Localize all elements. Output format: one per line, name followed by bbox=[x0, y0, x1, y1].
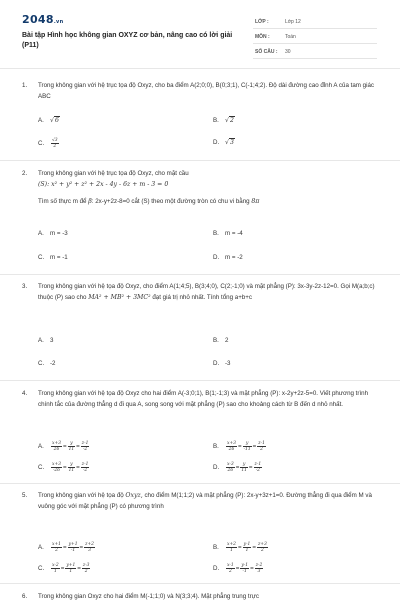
option-letter: A. bbox=[38, 117, 44, 124]
fraction: $\frac{z-1}{-2}$ bbox=[81, 441, 89, 452]
question-text: Trong không gian với hệ tọa độ Oxyz, cho điểm M(1;1;2) và mặt phẳng (P): 2x-y+3z+1=0. Đường thẳng đi qua điểm M và vuông góc với mặt phẳng (P) có phương trình bbox=[38, 492, 372, 510]
divider bbox=[0, 380, 400, 381]
option-d[interactable] bbox=[213, 139, 235, 146]
question-6 bbox=[0, 591, 400, 600]
fraction: $\frac{√3}{2}$ bbox=[52, 138, 58, 149]
option-letter: A. bbox=[38, 230, 44, 237]
logo-text: 2048 bbox=[22, 13, 54, 26]
option-letter: B. bbox=[213, 230, 219, 237]
meta-label: MÔN : bbox=[255, 34, 270, 40]
option-letter: D. bbox=[213, 464, 220, 472]
fraction: $\frac{x-2}{1}$ bbox=[52, 563, 59, 574]
option-letter: B. bbox=[213, 544, 219, 552]
option-letter: C. bbox=[38, 565, 45, 573]
question-number: 3. bbox=[22, 283, 28, 290]
fraction: $\frac{z+3}{2}$ bbox=[257, 542, 267, 553]
option-letter: C. bbox=[38, 140, 45, 148]
divider bbox=[0, 483, 400, 484]
logo-suffix: .vn bbox=[53, 19, 64, 25]
question-condition: Tìm số thực m để β: 2x-y+2z-8=0 cắt (S) theo một đường tròn có chu vi bằng 8π bbox=[38, 198, 260, 205]
option-a[interactable]: A. m = -3 bbox=[38, 230, 68, 237]
fraction: $\frac{z-1}{2}$ bbox=[258, 441, 265, 452]
question-number: 4. bbox=[22, 390, 28, 397]
question-number: 5. bbox=[22, 492, 28, 499]
fraction: $\frac{x+2}{1}$ bbox=[227, 542, 236, 553]
fraction: $\frac{y}{11}$ bbox=[68, 441, 75, 452]
question-text bbox=[38, 168, 378, 207]
option-letter: D. bbox=[213, 139, 220, 146]
fraction: $\frac{x+3}{-26}$ bbox=[52, 462, 61, 473]
fraction: $\frac{z-2}{3}$ bbox=[255, 563, 263, 574]
option-b[interactable]: B. $\frac{x+3}{26}$ = $\frac{y}{-11}$ = $\frac{z-1}{2}$ bbox=[213, 441, 265, 452]
fraction: $\frac{y-1}{1}$ bbox=[243, 542, 251, 553]
meta-row-count bbox=[253, 45, 377, 59]
meta-row-subject bbox=[253, 30, 377, 44]
question-text: Trong không gian với hệ trục tọa độ Oxyz, cho ba điểm A(2;0;0), B(0;3;1), C(-1;4;2). Độ dài đường cao đỉnh A của tam giác ABC bbox=[38, 82, 375, 100]
option-a[interactable]: A. 3 bbox=[38, 337, 54, 344]
option-d[interactable]: D. $\frac{x-1}{2}$ = $\frac{y-1}{-1}$ = $\frac{z-2}{3}$ bbox=[213, 563, 263, 574]
option-letter: B. bbox=[213, 443, 219, 451]
question-intro: Trong không gian với hệ trục tọa độ Oxyz, cho mặt cầu bbox=[38, 170, 189, 177]
divider bbox=[0, 68, 400, 69]
option-d[interactable]: D. -3 bbox=[213, 360, 231, 367]
option-b[interactable]: B. 2 bbox=[213, 337, 229, 344]
meta-label: LỚP : bbox=[255, 19, 269, 25]
option-b[interactable]: B. $\frac{x+2}{1}$ = $\frac{y-1}{1}$ = $\frac{z+3}{2}$ bbox=[213, 542, 267, 553]
question-number: 2. bbox=[22, 170, 28, 177]
option-letter: B. bbox=[213, 337, 219, 344]
fraction: $\frac{z-1}{-2}$ bbox=[254, 462, 262, 473]
fraction: $\frac{y-1}{-1}$ bbox=[241, 563, 249, 574]
sqrt-expression: √6 bbox=[50, 117, 59, 124]
option-letter: A. bbox=[38, 544, 44, 552]
option-letter: D. bbox=[213, 360, 220, 367]
option-letter: C. bbox=[38, 360, 45, 367]
meta-row-class bbox=[253, 15, 377, 29]
fraction: $\frac{z+2}{3}$ bbox=[85, 542, 94, 553]
option-letter: C. bbox=[38, 464, 45, 472]
question-text: Trong không gian với hệ tọa độ Oxyz, cho điểm A(1;4;5), B(3;4;0), C(2;-1;0) và mặt phẳng (P): 3x-3y-2z-12=0. Gọi M(a;b;c) thuộc (P) sao cho MA² + MB² + 3MC² đạt giá trị nhỏ nhất. Tính tổng a+b+c bbox=[38, 283, 375, 301]
question-number: 6. bbox=[22, 593, 28, 600]
question-text: Trong không gian Oxyz cho hai điểm M(-1;1;0) và N(3;3;4). Mặt phẳng trung trực bbox=[38, 593, 259, 600]
meta-value: Lớp 12 bbox=[285, 19, 301, 25]
fraction: $\frac{z-3}{2}$ bbox=[82, 563, 90, 574]
fraction: $\frac{y}{-11}$ bbox=[243, 441, 251, 452]
sqrt-expression: √3 bbox=[225, 139, 234, 146]
option-letter: C. bbox=[38, 254, 45, 261]
fraction: $\frac{z-1}{-2}$ bbox=[81, 462, 89, 473]
fraction: $\frac{x+1}{2}$ bbox=[52, 542, 61, 553]
fraction: $\frac{x-3}{26}$ bbox=[227, 462, 234, 473]
option-d[interactable]: D. $\frac{x-3}{26}$ = $\frac{y}{11}$ = $\frac{z-1}{-2}$ bbox=[213, 462, 262, 473]
option-letter: A. bbox=[38, 337, 44, 344]
option-a[interactable] bbox=[38, 117, 60, 124]
option-a[interactable]: A. $\frac{x+3}{26}$ = $\frac{y}{11}$ = $\frac{z-1}{-2}$ bbox=[38, 441, 89, 452]
option-c[interactable] bbox=[38, 138, 60, 149]
fraction: $\frac{y+1}{-1}$ bbox=[68, 542, 78, 553]
option-b[interactable]: B. m = -4 bbox=[213, 230, 243, 237]
fraction: $\frac{x-1}{2}$ bbox=[227, 563, 234, 574]
divider bbox=[0, 583, 400, 584]
option-a[interactable]: A. $\frac{x+1}{2}$ = $\frac{y+1}{-1}$ = $\frac{z+2}{3}$ bbox=[38, 542, 94, 553]
option-c[interactable]: C. m = -1 bbox=[38, 254, 68, 261]
meta-label: SỐ CÂU : bbox=[255, 49, 278, 55]
divider bbox=[0, 274, 400, 275]
option-letter: B. bbox=[213, 117, 219, 124]
fraction: $\frac{y}{11}$ bbox=[241, 462, 247, 473]
fraction: $\frac{x+3}{26}$ bbox=[52, 441, 61, 452]
option-letter: A. bbox=[38, 443, 44, 451]
option-letter: D. bbox=[213, 565, 220, 573]
option-letter: D. bbox=[213, 254, 220, 261]
fraction: $\frac{y}{11}$ bbox=[68, 462, 75, 473]
question-text: Trong không gian với hệ tọa độ Oxyz cho hai điểm A(-3;0;1), B(1;-1;3) và mặt phẳng (P): x-2y+2z-5=0. Viết phương trình chính tắc của đường thẳng d đi qua A, song song với mặt phẳng (P) sao cho khoảng cách từ B đến d nhỏ nhất. bbox=[38, 390, 369, 408]
fraction: $\frac{y+1}{1}$ bbox=[66, 563, 76, 574]
option-c[interactable]: C. $\frac{x-2}{1}$ = $\frac{y+1}{1}$ = $\frac{z-3}{2}$ bbox=[38, 563, 90, 574]
fraction: $\frac{x+3}{26}$ bbox=[227, 441, 236, 452]
divider bbox=[0, 160, 400, 161]
option-d[interactable]: D. m = -2 bbox=[213, 254, 243, 261]
meta-value: 30 bbox=[285, 49, 291, 55]
page-title: Bài tập Hình học không gian OXYZ cơ bản, nâng cao có lời giải (P11) bbox=[22, 32, 233, 49]
option-b[interactable] bbox=[213, 117, 235, 124]
sqrt-expression: √2 bbox=[225, 117, 234, 124]
sphere-equation: (S): x² + y² + z² + 2x - 4y - 6z + m - 3 = 0 bbox=[38, 181, 169, 188]
option-c[interactable]: C. $\frac{x+3}{-26}$ = $\frac{y}{11}$ = $\frac{z-1}{-2}$ bbox=[38, 462, 89, 473]
option-c[interactable]: C. -2 bbox=[38, 360, 56, 367]
question-number: 1. bbox=[22, 82, 28, 89]
meta-value: Toán bbox=[285, 34, 296, 40]
site-logo[interactable] bbox=[22, 13, 63, 26]
